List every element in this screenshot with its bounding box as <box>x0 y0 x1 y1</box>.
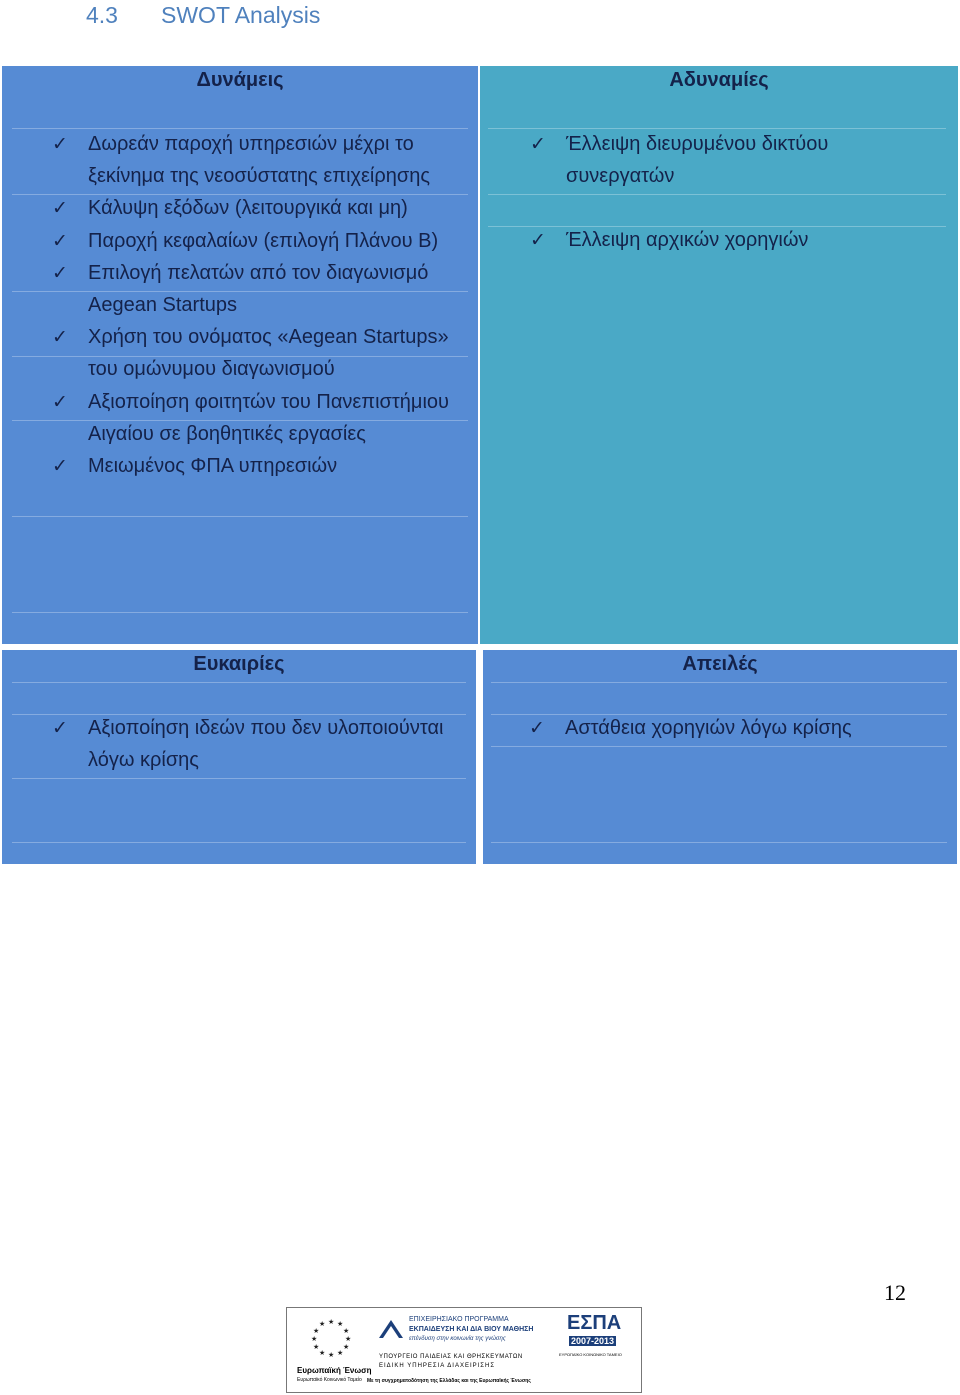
svg-text:★: ★ <box>343 1343 350 1351</box>
page-number: 12 <box>884 1280 906 1305</box>
checkmark-icon: ✓ <box>52 133 68 155</box>
checkmark-icon: ✓ <box>52 261 68 284</box>
list-item: ✓ Αξιοποίηση φοιτητών του Πανεπιστήμιου Αιγαίου σε βοηθητικές εργασίες <box>52 386 472 450</box>
program-logo: ΕΠΙΧΕΙΡΗΣΙΑΚΟ ΠΡΟΓΡΑΜΜΑ ΕΚΠΑΙΔΕΥΣΗ ΚΑΙ ΔΙΑ ΒΙΟΥ ΜΑΘΗΣΗ επένδυση στην κοινωνία της γνώσης ΥΠΟΥΡΓΕΙΟ ΠΑΙΔΕΙΑΣ ΚΑΙ ΘΡΗΣΚΕΥΜΑΤΩΝ ΕΙΔΙΚΗ ΥΠΗΡΕΣΙΑ ΔΙΑΧΕΙΡΙΣΗΣ Με τη συγχρηματοδότηση της Ελλάδας και της Ευρωπαϊκής Ένωσης <box>367 1316 534 1384</box>
checkmark-icon: ✓ <box>529 717 545 739</box>
list-item: ✓ Επιλογή πελατών από τον διαγωνισμό Aegean Startups <box>52 257 472 321</box>
section-title: SWOT Analysis <box>161 2 321 28</box>
checkmark-icon: ✓ <box>530 229 546 252</box>
list-item: ✓ Έλλειψη διευρυμένου δικτύου συνεργατών <box>530 128 940 192</box>
svg-text:★: ★ <box>319 1349 326 1357</box>
opportunities-quadrant <box>2 650 476 864</box>
svg-text:★: ★ <box>328 1351 335 1359</box>
list-item: ✓ Κάλυψη εξόδων (λειτουργικά και μη) <box>52 192 472 224</box>
checkmark-icon: ✓ <box>52 229 68 252</box>
svg-text:★: ★ <box>313 1343 320 1351</box>
list-item: ✓ Αξιοποίηση ιδεών που δεν υλοποιούνται λόγω κρίσης <box>52 712 452 776</box>
checkmark-icon: ✓ <box>52 717 68 739</box>
threats-list <box>529 712 949 744</box>
strengths-list <box>52 128 472 482</box>
checkmark-icon: ✓ <box>52 390 68 413</box>
weaknesses-list <box>530 128 940 257</box>
checkmark-icon: ✓ <box>52 326 68 349</box>
svg-text:★: ★ <box>328 1318 335 1326</box>
threats-quadrant <box>483 650 957 864</box>
svg-text:★: ★ <box>313 1327 320 1335</box>
eu-flag-icon <box>291 1312 371 1364</box>
svg-text:★: ★ <box>337 1349 344 1357</box>
svg-text:★: ★ <box>343 1327 350 1335</box>
strengths-title: Δυνάμεις <box>196 69 284 91</box>
threats-title: Απειλές <box>682 653 758 675</box>
strengths-quadrant <box>2 66 478 644</box>
svg-text:★: ★ <box>311 1335 318 1343</box>
funding-logos-banner <box>286 1307 642 1393</box>
list-item: ✓ Δωρεάν παροχή υπηρεσιών μέχρι το ξεκίνημα της νεοσύστατης επιχείρησης <box>52 128 472 192</box>
espa-logo: ΕΣΠΑ 2007-2013 ΕΥΡΩΠΑΪΚΟ ΚΟΙΝΩΝΙΚΟ ΤΑΜΕΙΟ <box>559 1312 622 1357</box>
svg-text:★: ★ <box>345 1335 352 1343</box>
weaknesses-quadrant <box>480 66 958 644</box>
svg-text:★: ★ <box>319 1320 326 1328</box>
checkmark-icon: ✓ <box>530 133 546 155</box>
list-item: ✓ Έλλειψη αρχικών χορηγιών <box>530 224 940 256</box>
opportunities-title: Ευκαιρίες <box>193 653 285 675</box>
list-item: ✓ Αστάθεια χορηγιών λόγω κρίσης <box>529 712 949 744</box>
list-item: ✓ Μειωμένος ΦΠΑ υπηρεσιών <box>52 450 472 482</box>
checkmark-icon: ✓ <box>52 197 68 220</box>
checkmark-icon: ✓ <box>52 455 68 478</box>
program-emblem-icon <box>377 1318 405 1342</box>
section-number: 4.3 <box>86 2 118 28</box>
eu-logo: ★ ★ ★ ★ ★ ★ ★ ★ ★ ★ ★ ★ Ευρωπαϊκή Ένωση Ευρωπαϊκό Κοινωνικό Ταμείο <box>291 1312 371 1388</box>
list-item: ✓ Χρήση του ονόματος «Aegean Startups» του ομώνυμου διαγωνισμού <box>52 321 472 385</box>
svg-text:★: ★ <box>337 1320 344 1328</box>
section-heading <box>86 2 320 29</box>
list-item: ✓ Παροχή κεφαλαίων (επιλογή Πλάνου Β) <box>52 225 472 257</box>
opportunities-list <box>52 712 452 776</box>
weaknesses-title: Αδυναμίες <box>669 69 769 91</box>
